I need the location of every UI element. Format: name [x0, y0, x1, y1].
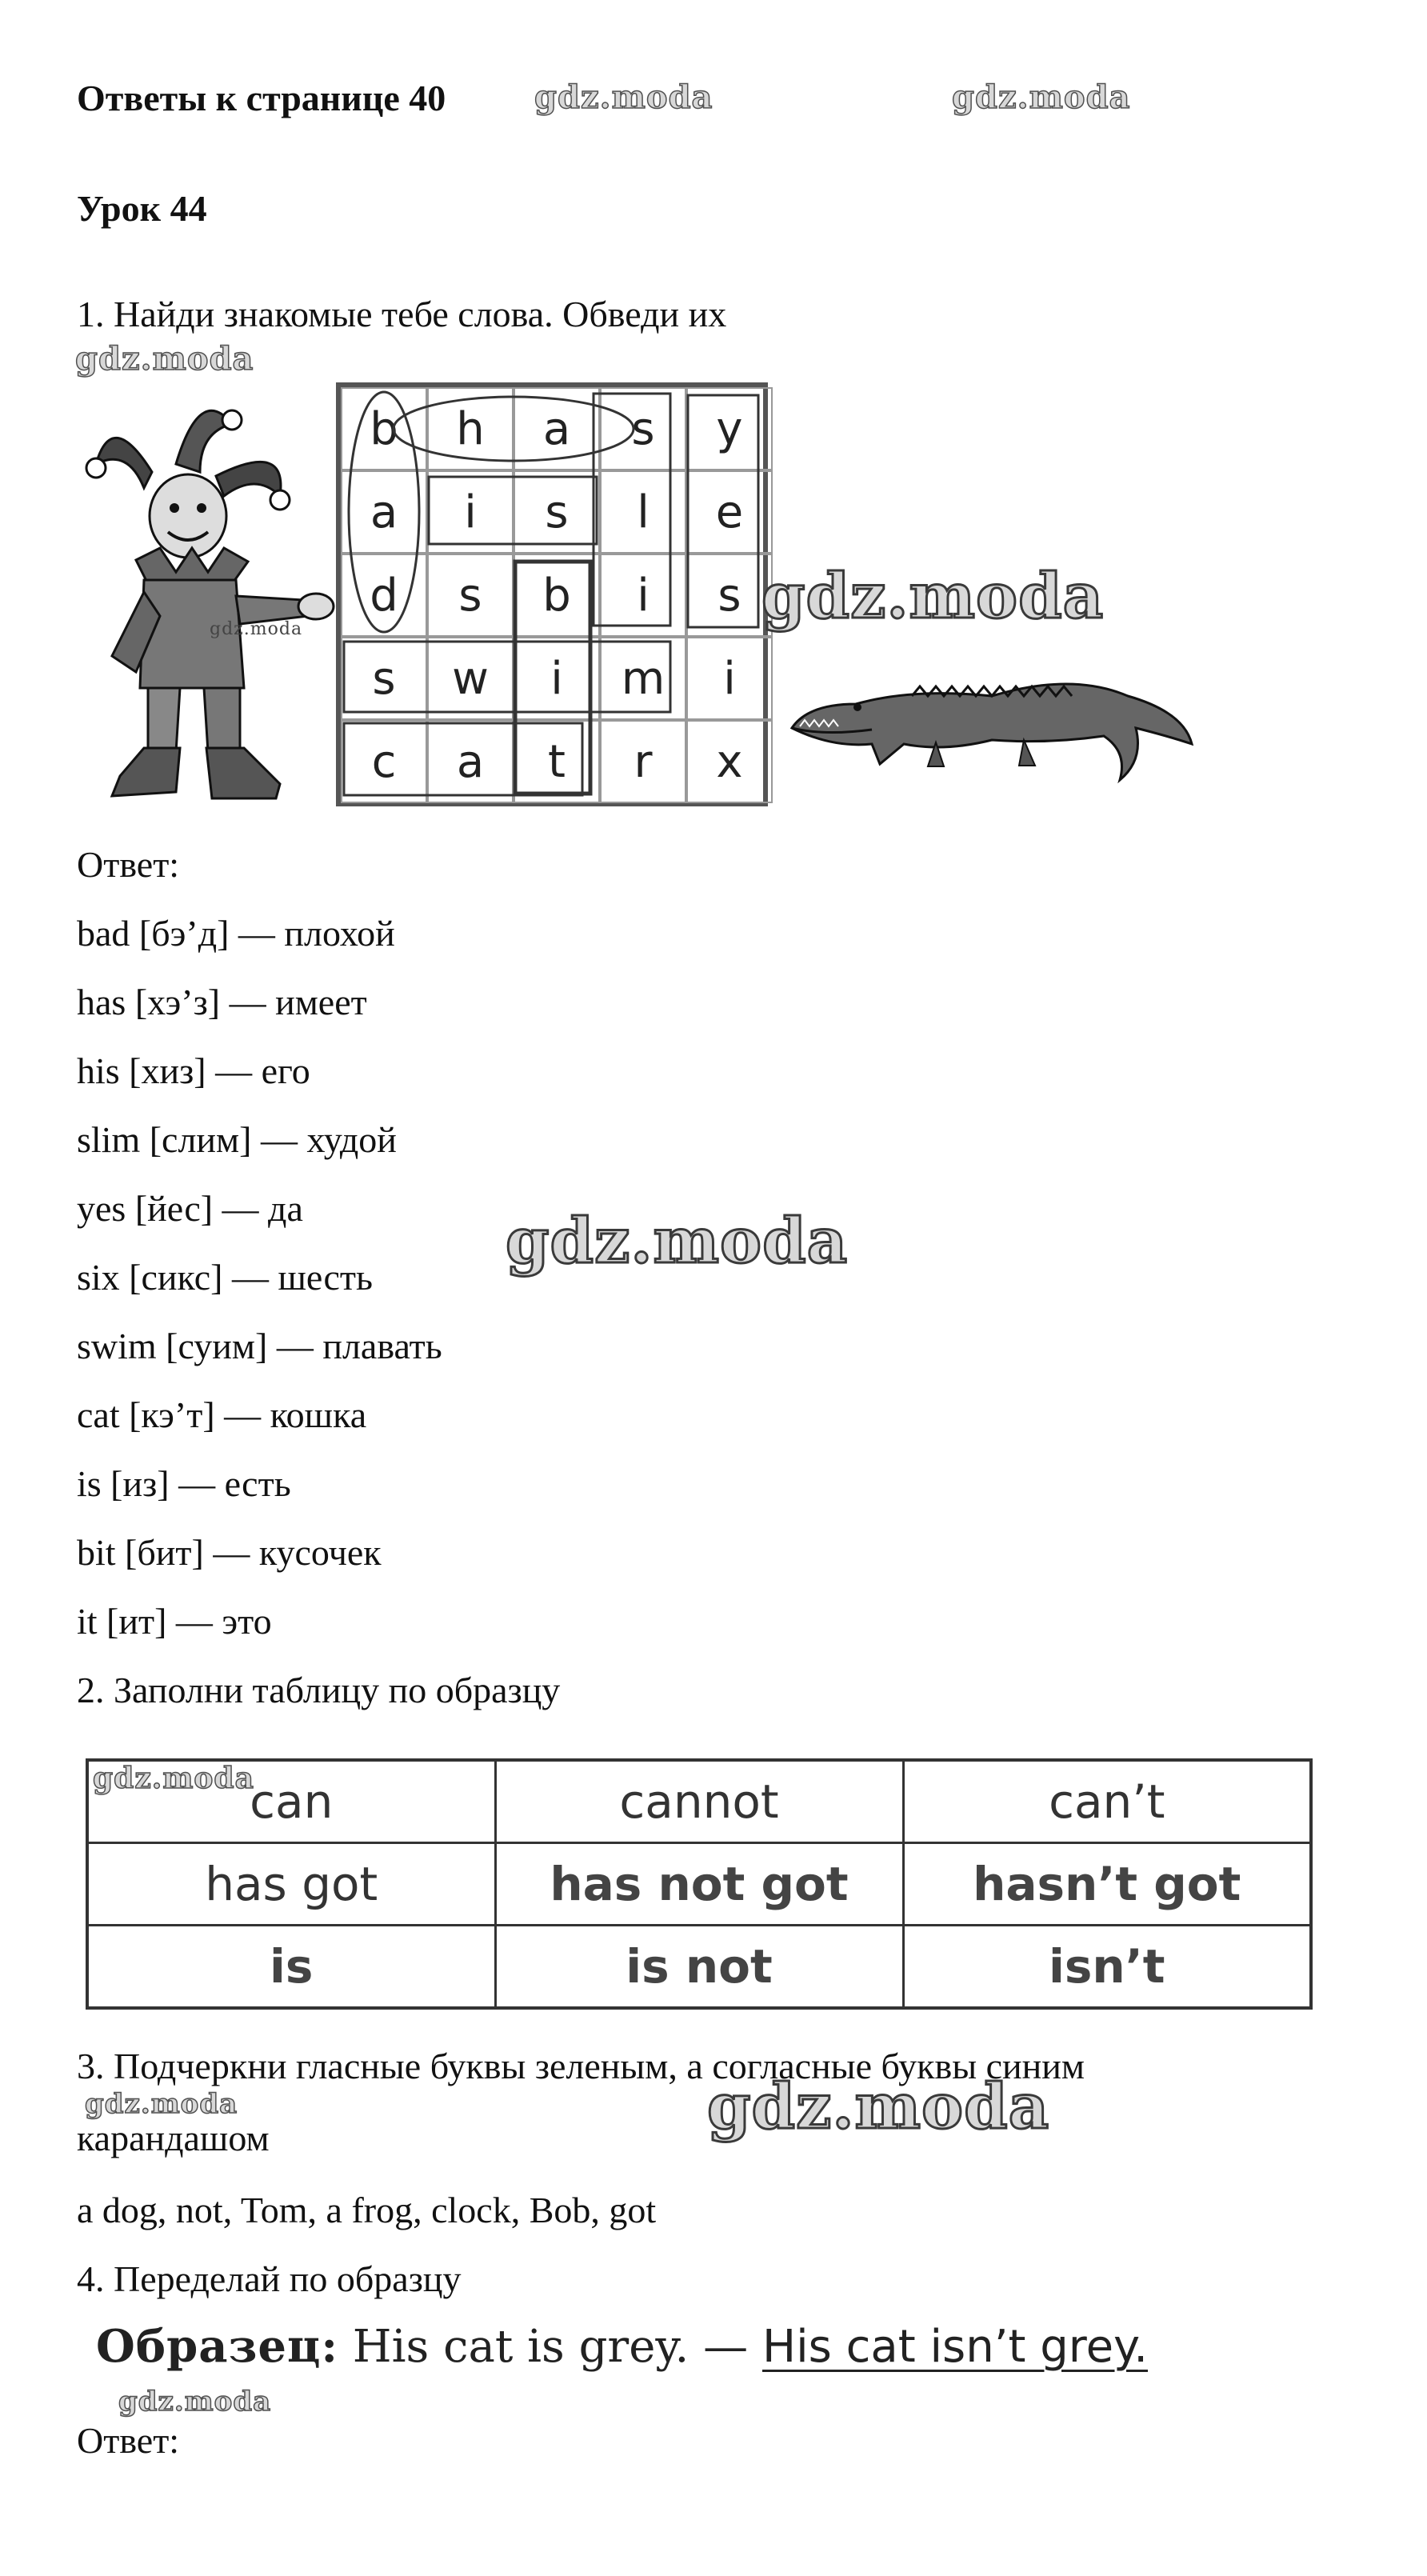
grid-cell: e — [686, 470, 773, 554]
grid-cell: d — [341, 554, 427, 637]
task4-instruction: 4. Переделай по образцу — [77, 2258, 462, 2299]
grid-cell: c — [341, 720, 427, 803]
answer-line: cat [кэ’т] — кошка — [77, 1394, 367, 1435]
answer-line: yes [йес] — да — [77, 1188, 303, 1229]
watermark: gdz.moda — [761, 560, 1105, 633]
answer-line: has [хэ’з] — имеет — [77, 982, 367, 1022]
table-cell: has not got — [495, 1843, 903, 1926]
answer-line: his [хиз] — его — [77, 1050, 310, 1091]
jester-illustration — [80, 376, 336, 808]
sample-dash: — — [703, 2321, 749, 2373]
table-cell: is not — [495, 1926, 903, 2009]
grid-cell: a — [341, 470, 427, 554]
grid-cell: a — [427, 720, 514, 803]
answer-line: slim [слим] — худой — [77, 1119, 397, 1160]
watermark: gdz.moda — [75, 340, 254, 378]
grid-cell: s — [427, 554, 514, 637]
grid-cell: w — [427, 637, 514, 720]
answer-line: it [ит] — это — [77, 1601, 272, 1642]
table-cell: isn’t — [903, 1926, 1311, 2009]
lesson-heading: Урок 44 — [77, 188, 207, 229]
sample-sentence: His cat is grey. — [352, 2321, 690, 2373]
grid-cell: i — [514, 637, 600, 720]
table-cell: has got — [87, 1843, 495, 1926]
task3-words: a dog, not, Tom, a frog, clock, Bob, got — [77, 2190, 657, 2230]
watermark: gdz.moda — [506, 1205, 849, 1278]
watermark: gdz.moda — [534, 78, 714, 116]
watermark: gdz.moda — [210, 619, 303, 639]
sample-line — [96, 2320, 1148, 2373]
task4-answer-label: Ответ: — [77, 2420, 180, 2461]
grid-cell: s — [514, 470, 600, 554]
answer-label: Ответ: — [77, 844, 180, 885]
table-cell: can’t — [903, 1760, 1311, 1843]
grid-cell: m — [600, 637, 686, 720]
grid-cell: y — [686, 387, 773, 470]
sample-answer: His cat isn’t grey. — [761, 2321, 1149, 2373]
table-row — [87, 1926, 1311, 2009]
watermark: gdz.moda — [118, 2386, 272, 2418]
task3-instruction-continued: карандашом — [77, 2118, 270, 2158]
answer-line: six [сикс] — шесть — [77, 1257, 373, 1298]
grid-cell: s — [686, 554, 773, 637]
task2-instruction: 2. Заполни таблицу по образцу — [77, 1670, 561, 1710]
table-cell: can — [87, 1760, 495, 1843]
grid-cell: i — [600, 554, 686, 637]
grid-cell: x — [686, 720, 773, 803]
sample-label: Образец: — [96, 2320, 338, 2373]
grid-cell: r — [600, 720, 686, 803]
watermark: gdz.moda — [707, 2070, 1050, 2143]
forms-table — [86, 1758, 1313, 2010]
table-cell: cannot — [495, 1760, 903, 1843]
grid-cell: l — [600, 470, 686, 554]
grid-cell: b — [514, 554, 600, 637]
crocodile-illustration — [784, 640, 1200, 792]
grid-cell: a — [514, 387, 600, 470]
answer-line: is [из] — есть — [77, 1463, 291, 1504]
grid-cell: b — [341, 387, 427, 470]
table-cell: hasn’t got — [903, 1843, 1311, 1926]
watermark: gdz.moda — [85, 2088, 238, 2120]
page-title: Ответы к странице 40 — [77, 78, 446, 118]
watermark: gdz.moda — [952, 78, 1131, 116]
table-cell: is — [87, 1926, 495, 2009]
grid-cell: s — [341, 637, 427, 720]
grid-cell: h — [427, 387, 514, 470]
table-row — [87, 1760, 1311, 1843]
answer-line: bad [бэ’д] — плохой — [77, 913, 395, 954]
task3-instruction: 3. Подчеркни гласные буквы зеленым, а согласные буквы синим — [77, 2046, 1085, 2086]
word-search-grid — [336, 382, 768, 806]
watermark: gdz.moda — [93, 1762, 254, 1795]
grid-cell: s — [600, 387, 686, 470]
table-row — [87, 1843, 1311, 1926]
grid-cell: i — [686, 637, 773, 720]
task1-instruction: 1. Найди знакомые тебе слова. Обведи их — [77, 294, 727, 334]
grid-cell: i — [427, 470, 514, 554]
grid-cell: t — [514, 720, 600, 803]
word-marks — [341, 387, 763, 802]
answer-line: bit [бит] — кусочек — [77, 1532, 382, 1573]
answer-line: swim [суим] — плавать — [77, 1326, 442, 1366]
